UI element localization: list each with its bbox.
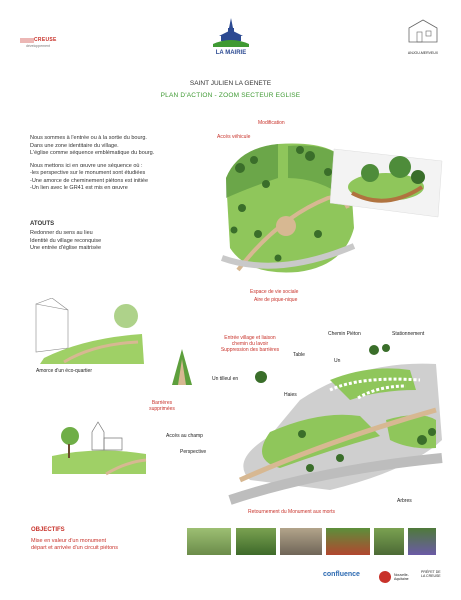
eco-quartier-sketch	[34, 298, 146, 366]
intro-text	[30, 135, 220, 198]
commune-title: SAINT JULIEN LA GENETE	[189, 80, 272, 87]
label-arbres: Arbres	[397, 498, 412, 504]
mairie-emblem-icon	[207, 14, 255, 50]
prefet-logo: PRÉFET DE LA CREUSE	[421, 570, 441, 578]
label-table: Table	[293, 352, 305, 358]
label-modification: Modification	[258, 120, 285, 126]
atouts-heading: ATOUTS	[30, 221, 55, 227]
intro-line: -Un lien avec le GR41 est mis en œuvre	[30, 185, 128, 191]
creuse-logo-tagline: développement	[26, 44, 50, 48]
label-stationnement: Stationnement	[392, 331, 425, 337]
objectifs-item: Mise en valeur d'un monument	[31, 538, 107, 544]
objectifs-item: départ et arrivée d'un circuit piétons	[31, 545, 118, 551]
atouts-item: Une entrée d'église maitrisée	[30, 245, 102, 251]
confluence-logo-text: confluence	[323, 571, 360, 578]
photo-6	[408, 528, 436, 555]
intro-line: Dans une zone identitaire du village.	[30, 142, 119, 149]
label-line: Barrières	[151, 400, 173, 406]
label-line: Entrée village et liaison	[224, 335, 276, 341]
label-perspective: Perspective	[180, 449, 207, 455]
entrance-vignette	[158, 345, 206, 385]
creuse-logo	[20, 34, 72, 54]
label-un: Un	[334, 358, 341, 364]
anjou-logo	[403, 16, 443, 58]
plan-title: PLAN D'ACTION - ZOOM SECTEUR EGLISE	[160, 92, 301, 99]
label-line: supprimées	[149, 406, 175, 412]
atouts-list	[30, 230, 210, 253]
objectifs-heading: OBJECTIFS	[31, 527, 65, 533]
label-espace-vie-sociale: Espace de vie sociale	[250, 289, 299, 295]
atouts-item: Identité du village reconquise	[30, 237, 102, 244]
intro-line: -Une amorce de cheminement piétons est initiée	[30, 177, 149, 184]
eco-quartier-caption: Amorce d'un éco-quartier	[36, 368, 92, 374]
intro-line: Nous sommes à l'entrée ou à la sortie du bourg.	[30, 135, 147, 141]
photo-5	[374, 528, 404, 555]
label-retournement: Retournement du Monument aux morts	[248, 509, 335, 515]
photo-2	[236, 528, 276, 555]
label-line: Suppression des barrières	[220, 347, 280, 353]
label-acces-vehicule: Accès véhicule	[217, 134, 251, 140]
bottom-site-plan	[210, 340, 446, 508]
label-aire-pique-nique: Aire de pique-nique	[254, 297, 298, 303]
intro-paragraph-2	[30, 163, 220, 193]
creuse-logo-name: CREUSE	[34, 37, 57, 43]
atouts-item: Redonner du sens au lieu	[30, 230, 93, 236]
intro-line: -les perspective sur le monument sont étudiées	[30, 170, 146, 176]
church-sketch	[46, 416, 150, 478]
nouvelle-aquitaine-logo: Nouvelle-Aquitaine	[394, 573, 409, 581]
region-emblem-icon	[378, 570, 392, 584]
mairie-logo	[207, 14, 255, 62]
intro-line: Nous mettons ici en œuvre une séquence où :	[30, 162, 143, 169]
photo-4	[326, 528, 370, 555]
intro-line: L'église comme séquence emblématique du bourg.	[30, 150, 155, 156]
anjou-logo-text: ANJOU-MERVEUX	[407, 51, 439, 55]
label-line: chemin du lavoir	[231, 341, 269, 347]
photo-3	[280, 528, 322, 555]
photo-1	[187, 528, 231, 555]
mairie-logo-text: LA MAIRIE	[215, 50, 247, 56]
label-chemin-pieton: Chemin Piéton	[328, 331, 361, 337]
label-barrieres	[144, 400, 180, 412]
confluence-logo	[323, 571, 360, 578]
intro-paragraph-1	[30, 135, 220, 158]
label-tilleul: Un tilleul en	[212, 376, 239, 382]
label-haies: Haies	[284, 392, 297, 398]
house-sketch-icon	[403, 16, 443, 46]
perspective-render	[330, 143, 445, 221]
label-acces-champ: Accès au champ	[166, 433, 203, 439]
